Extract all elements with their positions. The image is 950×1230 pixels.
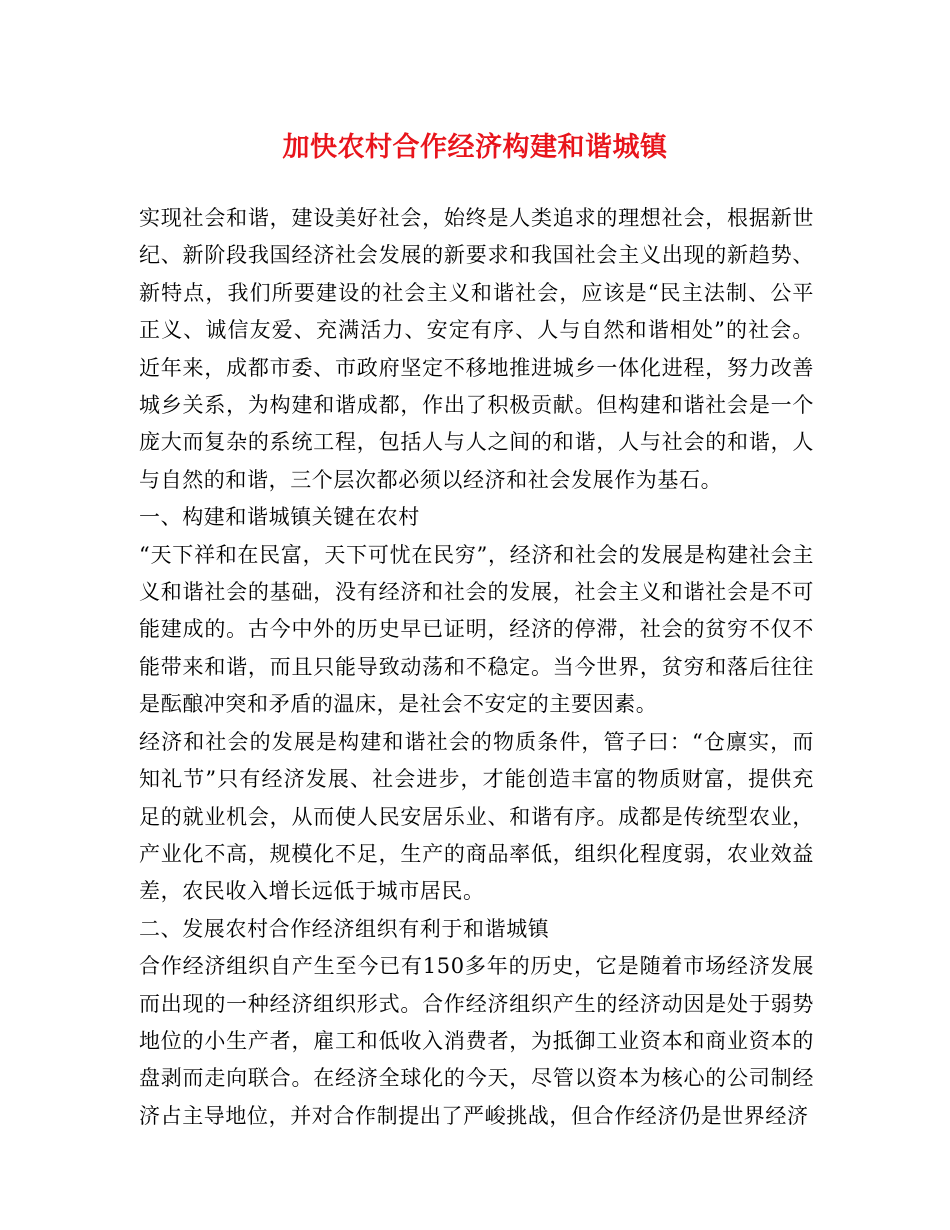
- section-2-paragraph-1: 合作经济组织自产生至今已有150多年的历史，它是随着市场经济发展而出现的一种经济组织形式。合作经济组织产生的经济动因是处于弱势地位的小生产者，雇工和低收入消费者，为抵御工业资本和商业资本的盘剥而走向联合。在经济全球化的今天，尽管以资本为核心的公司制经济占主导地位，并对合作制提出了严峻挑战，但合作经济仍是世界经济: [139, 954, 814, 1128]
- section-heading-2: 二、发展农村合作经济组织有利于和谐城镇: [139, 916, 550, 941]
- document-title: 加快农村合作经济构建和谐城镇: [282, 132, 668, 163]
- section-heading-1: 一、构建和谐城镇关键在农村: [139, 505, 420, 530]
- document-body: [139, 200, 814, 1135]
- section-1-paragraph-1: “天下祥和在民富，天下可忧在民穷”，经济和社会的发展是构建社会主义和谐社会的基础，没有经济和社会的发展，社会主义和谐社会是不可能建成的。古今中外的历史早已证明，经济的停滞，社会的贫穷不仅不能带来和谐，而且只能导致动荡和不稳定。当今世界，贫穷和落后往往是酝酿冲突和矛盾的温床，是社会不安定的主要因素。: [139, 542, 814, 717]
- section-1-paragraph-2: 经济和社会的发展是构建和谐社会的物质条件，管子曰：“仓廪实，而知礼节”只有经济发展、社会进步，才能创造丰富的物质财富，提供充足的就业机会，从而使人民安居乐业、和谐有序。成都是传统型农业，产业化不高，规模化不足，生产的商品率低，组织化程度弱，农业效益差，农民收入增长远低于城市居民。: [139, 729, 814, 904]
- intro-paragraph: 实现社会和谐，建设美好社会，始终是人类追求的理想社会，根据新世纪、新阶段我国经济社会发展的新要求和我国社会主义出现的新趋势、新特点，我们所要建设的社会主义和谐社会，应该是“民主法制、公平正义、诚信友爱、充满活力、安定有序、人与自然和谐相处”的社会。近年来，成都市委、市政府坚定不移地推进城乡一体化进程，努力改善城乡关系，为构建和谐成都，作出了积极贡献。但构建和谐社会是一个庞大而复杂的系统工程，包括人与人之间的和谐，人与社会的和谐，人与自然的和谐，三个层次都必须以经济和社会发展作为基石。: [139, 206, 814, 492]
